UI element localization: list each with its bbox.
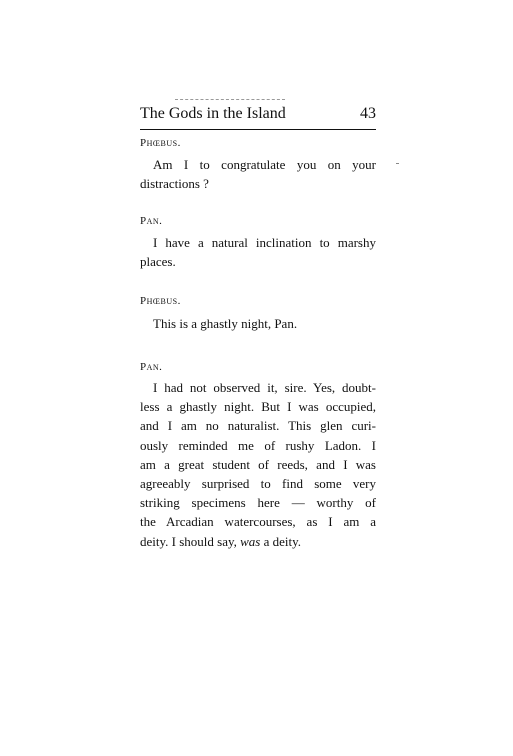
speaker-name: Pan. bbox=[140, 215, 163, 227]
speech-line: Am I to congratulate you on your bbox=[153, 157, 376, 172]
speech-line: distractions ? bbox=[140, 176, 209, 192]
speaker-name: Phœbus. bbox=[140, 137, 181, 149]
speech-line: ously reminded me of rushy Ladon. I bbox=[140, 437, 376, 453]
speech-block bbox=[140, 233, 376, 271]
speech-line: I have a natural inclination to marshy bbox=[153, 235, 376, 250]
speech-line: and I am no naturalist. This glen curi- bbox=[140, 418, 376, 434]
speech-line: am a great student of reeds, and I was bbox=[140, 456, 376, 472]
speech-line: places. bbox=[140, 254, 176, 270]
speech-block bbox=[140, 155, 376, 193]
speech-block bbox=[140, 314, 376, 333]
speech-line: striking specimens here — worthy of bbox=[140, 495, 376, 511]
emphasis-text: was bbox=[240, 533, 261, 549]
speech-block bbox=[140, 378, 376, 551]
header-top-rule bbox=[175, 99, 285, 100]
speech-text: deity. I should say, bbox=[140, 533, 241, 549]
speech-line: the Arcadian watercourses, as I am a bbox=[140, 514, 376, 530]
margin-mark bbox=[396, 163, 399, 164]
running-title: The Gods in the Island bbox=[140, 105, 286, 122]
running-header bbox=[140, 104, 376, 124]
speech-line: I had not observed it, sire. Yes, doubt- bbox=[153, 380, 376, 395]
speech-line-final bbox=[140, 532, 376, 551]
speech-line: agreeably surprised to find some very bbox=[140, 476, 376, 492]
speaker-name: Phœbus. bbox=[140, 295, 181, 307]
speech-line: This is a ghastly night, Pan. bbox=[153, 316, 298, 331]
header-rule bbox=[140, 129, 376, 130]
page-number: 43 bbox=[360, 105, 376, 122]
speech-line: less a ghastly night. But I was occupied, bbox=[140, 399, 376, 415]
speaker-name: Pan. bbox=[140, 361, 163, 373]
speech-text: a deity. bbox=[260, 533, 302, 549]
